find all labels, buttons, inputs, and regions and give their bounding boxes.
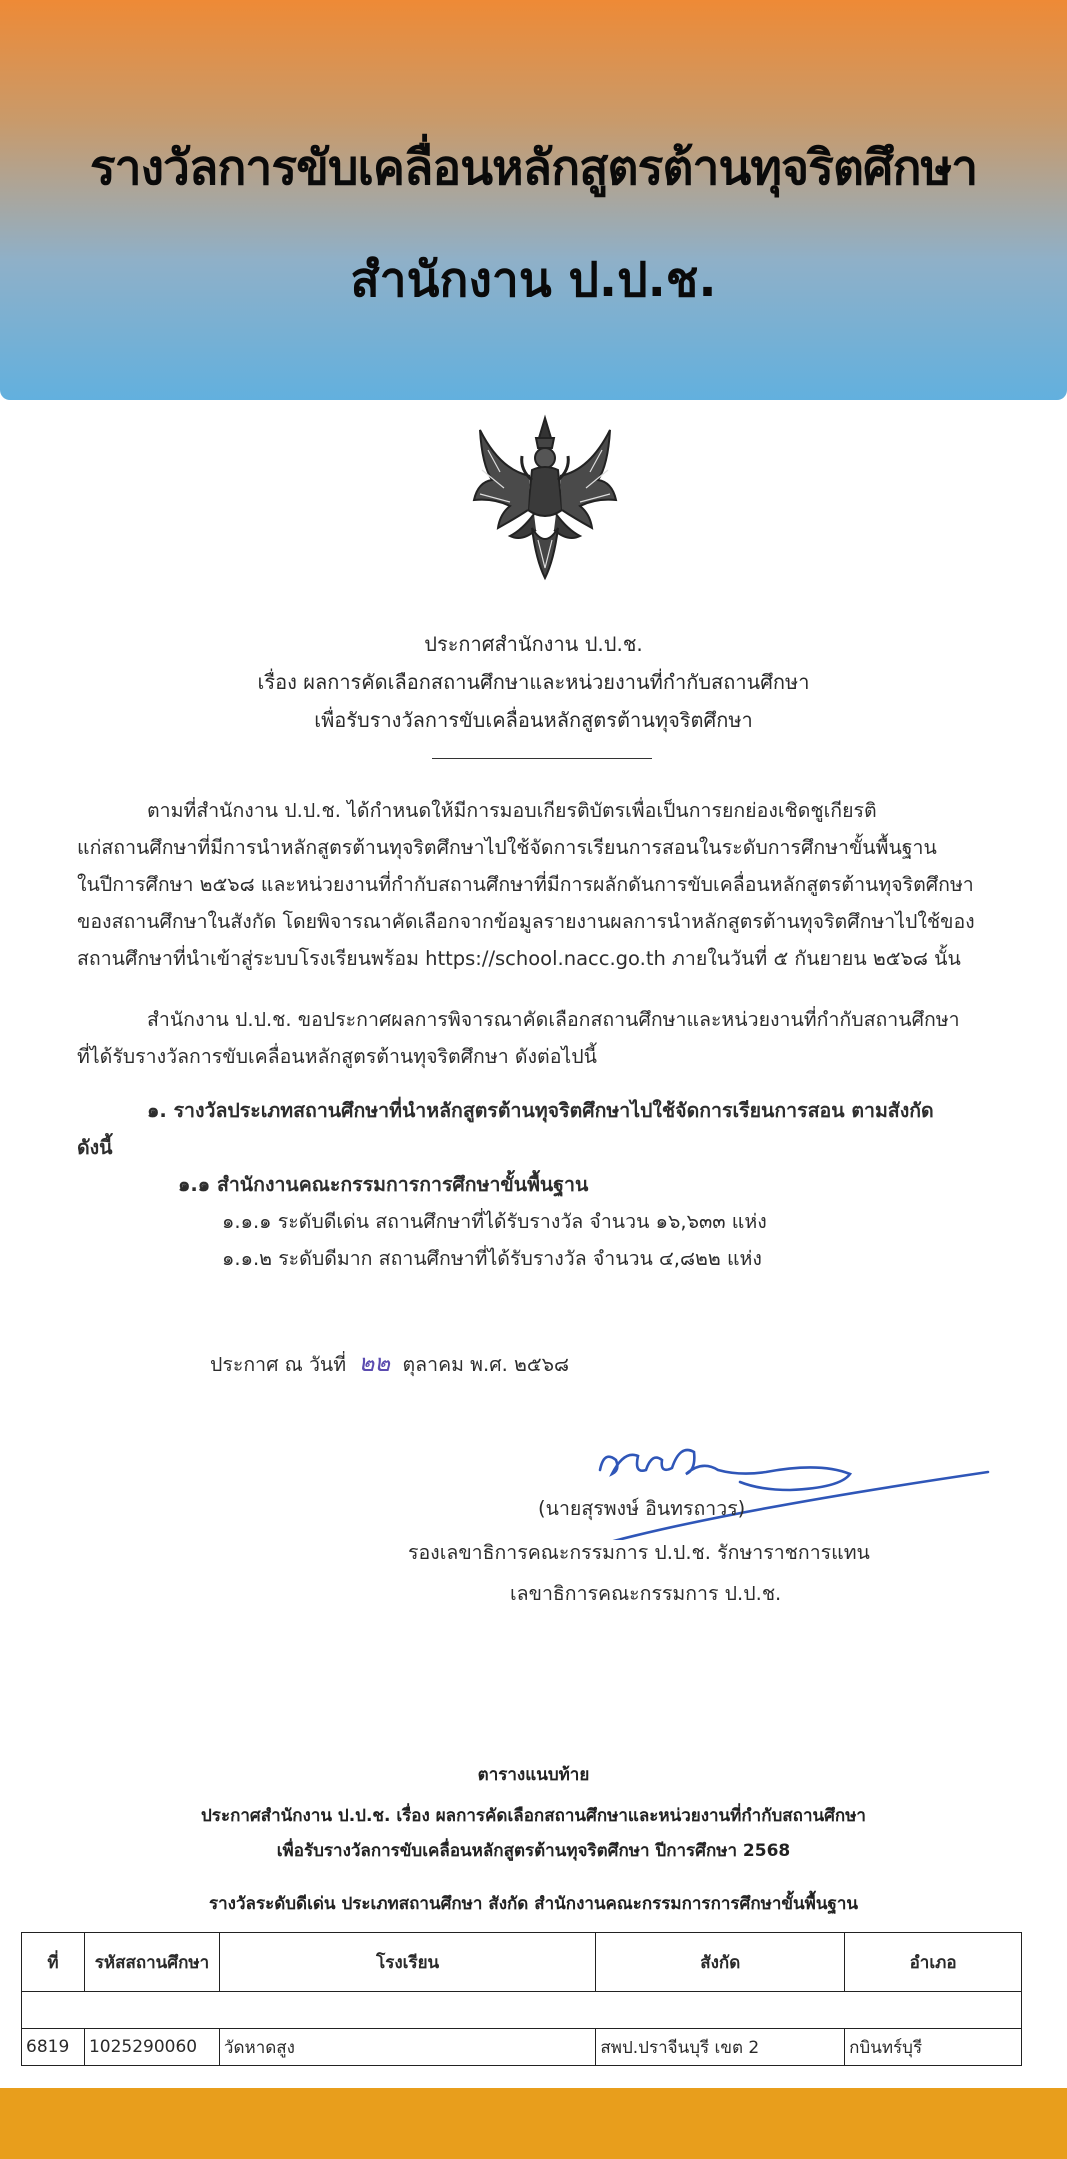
table-cell: กบินทร์บุรี	[845, 2029, 1022, 2066]
annex-award-category: รางวัลระดับดีเด่น ประเภทสถานศึกษา สังกัด สำนักงานคณะกรรมการการศึกษาขั้นพื้นฐาน	[209, 1894, 858, 1914]
paragraph-2	[77, 1001, 1007, 1075]
table-cell: สพป.ปราจีนบุรี เขต 2	[596, 2029, 845, 2066]
garuda-emblem-icon	[470, 410, 620, 585]
banner-title: รางวัลการขับเคลื่อนหลักสูตรต้านทุจริตศึกษา	[89, 140, 978, 196]
column-header: อำเภอ	[845, 1933, 1022, 1992]
table-row	[22, 2029, 1022, 2066]
annex-title: ตารางแนบท้าย	[477, 1765, 590, 1785]
column-header: สังกัด	[596, 1933, 845, 1992]
date-prefix: ประกาศ ณ วันที่	[210, 1353, 347, 1376]
paragraph-line: ตามที่สำนักงาน ป.ป.ช. ได้กำหนดให้มีการมอบเกียรติบัตรเพื่อเป็นการยกย่องเชิดชูเกียรติ	[147, 799, 877, 822]
handwritten-day: ๒๒	[358, 1349, 391, 1377]
paragraph-line: ของสถานศึกษาในสังกัด โดยพิจารณาคัดเลือกจากข้อมูลรายงานผลการนำหลักสูตรต้านทุจริตศึกษาไปใช้ของ	[77, 910, 975, 933]
signer-position: รองเลขาธิการคณะกรรมการ ป.ป.ช. รักษาราชการแทน	[408, 1541, 870, 1564]
footer-bar	[0, 2088, 1067, 2159]
paragraph-line: สำนักงาน ป.ป.ช. ขอประกาศผลการพิจารณาคัดเลือกสถานศึกษาและหน่วยงานที่กำกับสถานศึกษา	[147, 1008, 960, 1031]
announcement-subject-line2: เพื่อรับรางวัลการขับเคลื่อนหลักสูตรต้านทุจริตศึกษา	[314, 708, 753, 732]
award-item-1-1-1	[222, 1203, 1067, 1240]
award-item-1-1-1-label: ๑.๑.๑ ระดับดีเด่น สถานศึกษาที่ได้รับรางวัล จำนวน ๑๖,๖๓๓ แห่ง	[222, 1210, 767, 1233]
signer-name: (นายสุรพงษ์ อินทรถาวร)	[538, 1497, 746, 1520]
table-cell: 6819	[22, 2029, 85, 2066]
announcement-subject: เรื่อง ผลการคัดเลือกสถานศึกษาและหน่วยงานที่กำกับสถานศึกษา	[257, 670, 810, 694]
award-item-1-line: ๑. รางวัลประเภทสถานศึกษาที่นำหลักสูตรต้านทุจริตศึกษาไปใช้จัดการเรียนการสอน ตามสังกัด	[147, 1099, 934, 1122]
paragraph-line: ในปีการศึกษา ๒๕๖๘ และหน่วยงานที่กำกับสถานศึกษาที่มีการผลักดันการขับเคลื่อนหลักสูตรต้านทุจริตศึกษา	[77, 873, 974, 896]
award-item-1-line: ดังนี้	[77, 1136, 113, 1159]
paragraph-line: แก่สถานศึกษาที่มีการนำหลักสูตรต้านทุจริตศึกษาไปใช้จัดการเรียนการสอนในระดับการศึกษาขั้นพื้นฐาน	[77, 836, 937, 859]
table-spacer	[22, 1992, 1022, 2029]
award-item-1-1-2-label: ๑.๑.๒ ระดับดีมาก สถานศึกษาที่ได้รับรางวัล จำนวน ๔,๘๒๒ แห่ง	[222, 1247, 762, 1270]
annex-subtitle-line2: เพื่อรับรางวัลการขับเคลื่อนหลักสูตรต้านทุจริตศึกษา ปีการศึกษา 2568	[276, 1841, 791, 1861]
paragraph-line: สถานศึกษาที่นำเข้าสู่ระบบโรงเรียนพร้อม https://school.nacc.go.th ภายในวันที่ ๕ กันยายน ๒๕๖๘ นั้น	[77, 947, 961, 970]
table-cell: 1025290060	[84, 2029, 219, 2066]
announcement-heading: ประกาศสำนักงาน ป.ป.ช.	[424, 632, 643, 656]
announcement-date	[210, 1343, 569, 1382]
paragraph-1	[77, 792, 1007, 977]
paragraph-line: ที่ได้รับรางวัลการขับเคลื่อนหลักสูตรต้านทุจริตศึกษา ดังต่อไปนี้	[77, 1045, 597, 1068]
signer-position-line2: เลขาธิการคณะกรรมการ ป.ป.ช.	[510, 1582, 782, 1605]
column-header: ที่	[22, 1933, 85, 1992]
column-header: โรงเรียน	[219, 1933, 595, 1992]
heading-divider	[432, 758, 652, 759]
header-banner	[0, 0, 1067, 400]
date-suffix: ตุลาคม พ.ศ. ๒๕๖๘	[402, 1353, 570, 1376]
award-item-1-1	[178, 1166, 1067, 1203]
results-table	[21, 1932, 1022, 2066]
award-item-1	[77, 1092, 1007, 1166]
table-header-row	[22, 1933, 1022, 1992]
award-item-1-1-2	[222, 1240, 1067, 1277]
banner-subtitle: สำนักงาน ป.ป.ช.	[350, 252, 717, 308]
column-header: รหัสสถานศึกษา	[84, 1933, 219, 1992]
annex-subtitle: ประกาศสำนักงาน ป.ป.ช. เรื่อง ผลการคัดเลือกสถานศึกษาและหน่วยงานที่กำกับสถานศึกษา	[201, 1806, 866, 1826]
table-cell: วัดหาดสูง	[219, 2029, 595, 2066]
award-item-1-1-label: ๑.๑ สำนักงานคณะกรรมการการศึกษาขั้นพื้นฐาน	[178, 1173, 589, 1196]
